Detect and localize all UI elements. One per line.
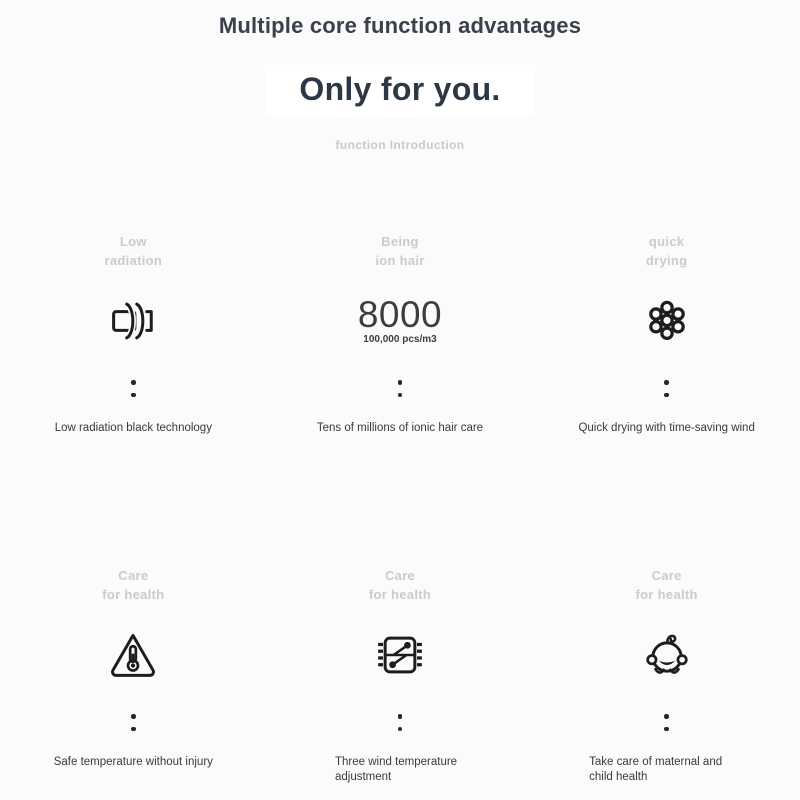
separator-dots — [533, 380, 800, 397]
low-radiation-coil-icon — [104, 296, 162, 346]
ion-count-unit: 100,000 pcs/m3 — [363, 334, 437, 345]
feature-caption: Take care of maternal and child health — [589, 756, 723, 783]
section-subtitle: function Introduction — [335, 138, 465, 152]
feature-quick-drying — [533, 232, 800, 436]
headline-band — [0, 65, 800, 116]
feature-label: Low radiation — [104, 234, 163, 268]
feature-caption: Tens of millions of ionic hair care — [316, 422, 484, 434]
feature-label: Care for health — [635, 568, 698, 602]
feature-label: Care for health — [102, 568, 165, 602]
feature-low-radiation — [0, 232, 267, 436]
feature-maternal-child — [533, 566, 800, 785]
feature-caption: Three wind temperature adjustment — [334, 756, 458, 783]
honeycomb-airflow-icon — [643, 297, 691, 345]
feature-ion-hair — [267, 232, 534, 436]
feature-label: Being ion hair — [375, 234, 425, 268]
ion-count-value: 8000 — [357, 294, 443, 335]
separator-dots — [533, 714, 800, 731]
feature-label: Care for health — [368, 568, 432, 602]
baby-care-icon — [638, 628, 696, 682]
ion-count-figure — [357, 294, 443, 345]
smart-chip-temperature-icon — [370, 628, 430, 682]
temperature-warning-icon — [104, 628, 162, 682]
feature-caption: Low radiation black technology — [54, 422, 212, 434]
separator-dots — [0, 380, 267, 397]
feature-grid — [0, 232, 800, 785]
page-title: Multiple core function advantages — [218, 13, 582, 38]
feature-safe-temperature — [0, 566, 267, 785]
separator-dots — [267, 380, 534, 397]
feature-caption: Quick drying with time-saving wind — [578, 422, 755, 434]
feature-caption: Safe temperature without injury — [53, 756, 213, 768]
feature-wind-adjustment — [267, 566, 534, 785]
separator-dots — [267, 714, 534, 731]
separator-dots — [0, 714, 267, 731]
feature-label: quick drying — [645, 234, 688, 268]
headline: Only for you. — [265, 65, 534, 116]
